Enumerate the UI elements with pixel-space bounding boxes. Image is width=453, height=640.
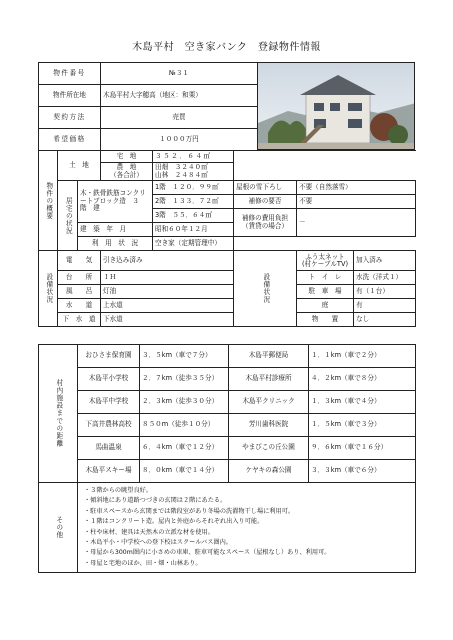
facility-distance: １．１km（車で２分） [309,345,416,368]
sewer-value: 下水道 [101,313,234,327]
floor2-area: 2階 １３３．７２㎡ [153,195,234,209]
blank-area [297,151,416,181]
repair-cost-value: － [297,209,416,237]
page-title: 木島平村 空き家バンク 登録物件情報 [132,42,321,53]
facility-distance: １．３km（車で４分） [309,391,416,414]
facility-distance: ２．３km（徒歩３０分） [140,391,229,414]
facility-name: 木島平中学校 [78,391,140,414]
location-label: 物件所在地 [39,85,101,107]
note-item: ・３階からの眺望良好。 [84,487,153,494]
facility-distance: １．５km（車で３分） [309,414,416,437]
snow-value: 不要（自然落雪） [297,181,416,195]
farm-value: 田畑 ３２４０㎡ 山林 ２４８４㎡ [153,163,234,181]
garden-label: 庭 [297,299,354,313]
repair-value: 不要 [297,195,416,209]
farm-label: 農 地 （各合計） [101,163,153,181]
cable-tv-label: ふう太ネット (村ケーブルTV) [297,251,354,271]
land-label: 土 地 [58,151,101,181]
built-value: 昭和６０年１２月 [153,223,234,237]
blank-area [234,151,297,181]
other-notes [78,483,416,573]
bath-value: 灯油 [101,285,234,299]
cable-tv-value: 加入済み [354,251,416,271]
usage-value: 空き家（定期管理中） [153,237,234,251]
snow-label: 屋根の雪下ろし [234,181,297,195]
house-photo-image [258,63,415,150]
toilet-label: ト イ レ [297,271,354,285]
facility-name: 木島平小学校 [78,368,140,391]
sewer-label: 下 水 道 [58,313,101,327]
parking-value: 有（１台） [354,285,416,299]
facility-name: 木島平スキー場 [78,460,140,483]
property-no-value: №３１ [101,63,258,85]
facility-distance: ２．７km（徒歩３５分） [140,368,229,391]
distance-table [38,344,416,483]
kitchen-value: ＩＨ [101,271,234,285]
bath-label: 風 呂 [58,285,101,299]
storage-label: 物 置 [297,313,354,327]
kitchen-label: 台 所 [58,271,101,285]
facility-name: 木島平クリニック [229,391,309,414]
land-area-value: ３５２．６４㎡ [153,151,234,163]
other-label: その他 [39,483,78,573]
facility-name: 木島平郵便局 [229,345,309,368]
note-item: ・傾斜地にあり道路つづきの玄関は２階にあたる。 [84,497,227,505]
price-label: 希望価格 [39,129,101,151]
repair-cost-label: 補修の費用負担 （賃貸の場合） [234,209,297,237]
facility-name: 馬曲温泉 [78,437,140,460]
usage-label: 利 用 状 況 [78,237,153,251]
repair-label: 補修の要否 [234,195,297,209]
facility-distance: ８．０km（車で１４分） [140,460,229,483]
facility-name: おひさま保育園 [78,345,140,368]
other-notes-list [84,486,409,569]
electric-label: 電 気 [58,251,101,271]
contract-label: 契約方法 [39,107,101,129]
note-item: ・駐車スペースから玄関までは階段室があり冬場の洗濯物干し場に利用可。 [84,507,295,515]
facility-distance: ３．３km（車で６分） [309,460,416,483]
facility-distance: ４．２km（車で８分） [309,368,416,391]
distance-label: 村内施設までの距離 [39,345,78,483]
facility-name: 芳川歯科医院 [229,414,309,437]
storage-value: なし [354,313,416,327]
location-value: 木島平村大字穂高（地区：和栗） [101,85,258,107]
facility-distance: ８５０m（徒歩１０分） [140,414,229,437]
house-photo [257,62,415,150]
facility-name: やまびこの丘公園 [229,437,309,460]
facility-name: 下高井農林高校 [78,414,140,437]
blank-area [234,237,416,251]
price-value: １０００万円 [101,129,258,151]
note-item: ・柱や床材、建具は天然木の立派な材を使用。 [84,528,214,536]
other-table [38,482,416,573]
note-item: ・１階はコンクリート造。屋内と外庭からそれぞれ出入り可能。 [84,518,264,526]
toilet-value: 水洗（洋式１） [354,271,416,285]
overview-label: 物件の概要 [39,151,58,251]
facility-distance: ９．６km（車で１６分） [309,437,416,460]
garden-value: 有 [354,299,416,313]
built-label: 建 築 年 月 [78,223,153,237]
note-item: ・母屋から300m圏内に小さめの車庫、駐車可能なスペース（屋根なし）あり、利用可。 [84,549,331,557]
contract-value: 売買 [101,107,258,129]
facility-distance: ６．４km（車で１２分） [140,437,229,460]
parking-label: 駐 車 場 [297,285,354,299]
facilities-label: 設備状況 [39,251,58,327]
floor1-area: 1階 １２０．９９㎡ [153,181,234,195]
note-item: ・母屋と宅地のほか、田・畑・山林あり。 [84,559,202,567]
land-area-label: 宅 地 [101,151,153,163]
overview-table [38,150,416,327]
floor3-area: 3階 ５５．６４㎡ [153,209,234,223]
house-label: 居宅の状況 [58,181,78,251]
structure-value: 木・鉄骨鉄筋コンクリートブロック造 ３ 階 建 [78,181,153,223]
facility-name: ケヤキの森公園 [229,460,309,483]
electric-value: 引き込み済み [101,251,234,271]
note-item: ・木島平小・中学校への登下校はスクールバス圏内。 [84,539,232,547]
facilities-right-label: 設備状況 [234,251,297,327]
property-no-label: 物件番号 [39,63,101,85]
facility-name: 木島平村診療所 [229,368,309,391]
water-label: 水 道 [58,299,101,313]
header-table [38,62,258,151]
facility-distance: ３．５km（車で７分） [140,345,229,368]
water-value: 上水道 [101,299,234,313]
